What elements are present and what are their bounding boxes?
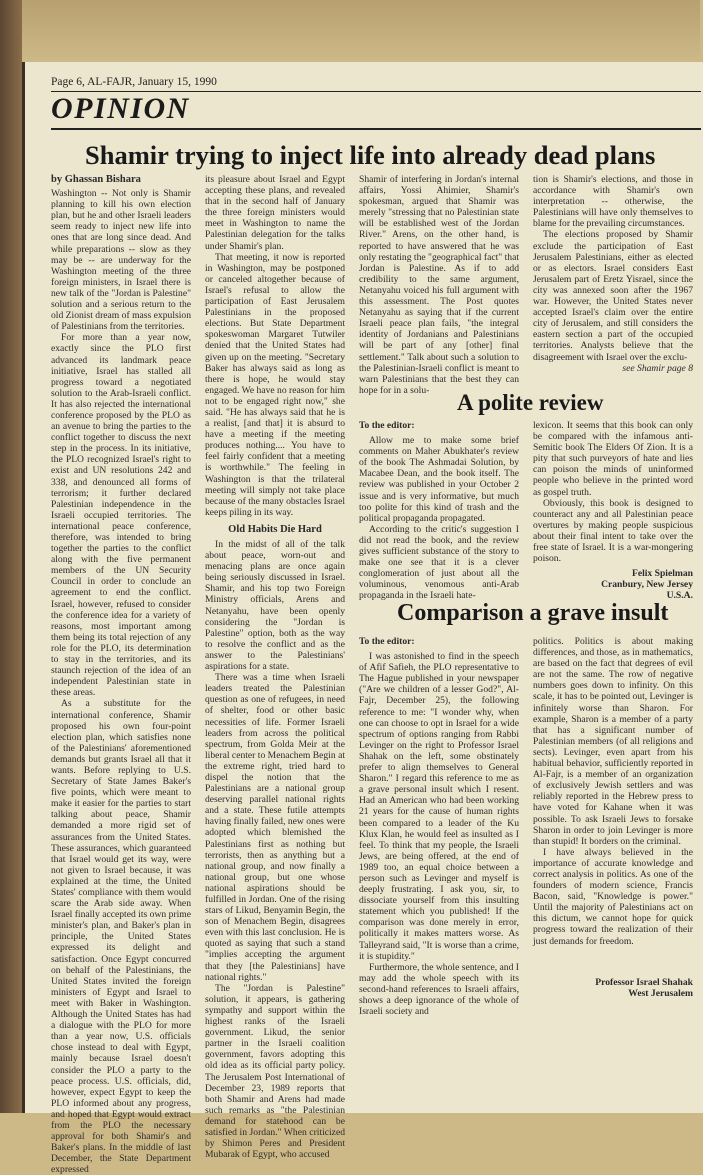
article-column-2 <box>205 174 345 1161</box>
signature-name: Professor Israel Shahak <box>595 976 693 988</box>
paragraph: The "Jordan is Palestine" solution, it appears, is gathering sympathy and support within the highest ranks of the Israeli government. Likud, the senior partner in the Israeli coalition government, favors adopting this old idea as its official party policy. The Jerusalem Post International of December 23, 1989 reports that both Shamir and Arens had made such remarks as "the Palestinian demand for statehood can be satisfied in Jordan." When criticized by Shimon Peres and President Mubarak of Egypt, who accused <box>205 982 345 1161</box>
paragraph: According to the critic's suggestion I did not read the book, and the review gives sufficient substance of the story to make one see that it is a clever conglomeration of just about all the voluminous, venomous anti-Arab propaganda in the Israeli hate- <box>359 523 519 602</box>
newspaper-page <box>22 62 703 1175</box>
signature-place: West Jerusalem <box>628 987 693 999</box>
subheading: Old Habits Die Hard <box>228 523 322 535</box>
insult-column-left <box>359 636 519 1106</box>
main-headline: Shamir trying to inject life into already dead plans <box>85 140 656 170</box>
top-margin <box>22 0 700 62</box>
paragraph: The elections proposed by Shamir exclude the participation of East Jerusalem Palestinians, either as elected or as electors. Israel considers East Jerusalem part of Eretz Yisrael, since the city was annexed soon after the 1967 war. However, the United States never accepted Israel's claim over the entire city of Jerusalem, and still considers the eastern section a part of the occupied territories. Analysts believe that the disagreement with Israel over the exclu- <box>533 229 693 363</box>
paragraph: There was a time when Israeli leaders treated the Palestinian question as one of refugees, in need of shelter, food or other basic necessities of life. Former Israeli leaders from across the political spectrum, from Golda Meir at the liberal center to Menachem Begin at the extreme right, tried hard to dispel the notion that the Palestinians are a national group deserving parallel national rights and a state. These futile attempts having finally failed, new ones were adopted which blemished the Palestinians first as nothing but terrorists, then as anything but a national group, and now finally a national group, but one whose national aspirations should be fulfilled in Jordan. One of the rising stars of Likud, Benyamin Begin, the son of Menachem Begin, disagrees even with this last conclusion. He is quoted as saying that such a stand "implies accepting the argument that they [the Palestinians] have national rights." <box>205 672 345 983</box>
paragraph: its pleasure about Israel and Egypt accepting these plans, and revealed that in the second half of January the three foreign ministers would meet in Washington to name the Palestinian delegation for the talks under Shamir's plan. <box>205 174 345 252</box>
page-header: Page 6, AL-FAJR, January 15, 1990 <box>51 76 217 88</box>
to-editor: To the editor: <box>359 420 415 431</box>
paragraph: I have always believed in the importance of accurate knowledge and correct analysis in politics. As one of the founders of modern science, Francis Bacon, said, "Knowledge is power." Until the majority of Palestinians act on this dictum, we cannot hope for quick progress toward the realization of their just demands for freedom. <box>533 846 693 947</box>
paragraph: Washington -- Not only is Shamir planning to kill his own election plan, but he and other Israeli leaders seem ready to inject new life into ones that are long since dead. And while preparations -- slow as they may be -- are underway for the Washington meeting of the three foreign ministers, in Israel there is new talk of the "Jordan is Palestine" solution and a serious return to the old Zionist dream of mass expulsion of Palestinians from the territories. <box>51 188 191 333</box>
byline: by Ghassan Bishara <box>51 174 141 185</box>
signature-name: Felix Spielman <box>631 568 693 580</box>
paragraph: As a substitute for the international conference, Shamir proposed his own four-point election plan, which satisfies none of the Palestinians' aforementioned demands but grants Israel all that it wants. Before replying to U.S. Secretary of State James Baker's five points, which were meant to make it easier for the parties to start talking about peace, Shamir demanded a more rigid set of assurances from the United States. These assurances, which guaranteed that Israel would get its way, were not given to Israel because, it was explained at the time, the United States' compliance with them would scare the Arab side away. When Israel finally accepted its own prime minister's plan, and Baker's plan in principle, the United States expressed its delight and satisfaction. Once Egypt concurred on behalf of the Palestinians, the United States invited the foreign ministers of Egypt and Israel to meet with Baker in Washington. Although the United States has had a dialogue with the PLO for more than a year now, U.S. officials chose instead to deal with Egypt, mainly because Israel doesn't consider the PLO a party to the peace process. U.S. officials, did, however, expect Egypt to keep the PLO informed about any progress, and hoped that Egypt would extract from the PLO the necessary approval for both Shamir's and Baker's plans. In the middle of last December, the State Department expressed <box>51 698 191 1175</box>
paragraph: Furthermore, the whole sentence, and I may add the whole speech with its second-hand references to Israeli affairs, shows a deep ignorance of the whole of Israeli society and <box>359 961 519 1018</box>
insult-headline: Comparison a grave insult <box>397 600 669 626</box>
paragraph: Obviously, this book is designed to counteract any and all Palestinian peace overtures by making people suspicious about their final intent to take over the free state of Israel. It is a war-mongering poison. <box>533 497 693 565</box>
signature-block <box>533 977 693 999</box>
signature-block <box>533 568 693 601</box>
section-rule <box>51 128 701 130</box>
review-column-left <box>359 420 519 600</box>
paragraph: lexicon. It seems that this book can only be compared with the infamous anti-Semitic book The Elders Of Zion. It is a pity that such purveyors of hate and lies can poison the minds of uninformed people who believe in the printed word as gospel truth. <box>533 420 693 498</box>
paragraph: Allow me to make some brief comments on Maher Abukhater's review of the book The Ashmadai Solution, by Macabee Dean, and the book itself. The review was published in your October 2 issue and is very informative, but much too polite for this kind of trash and the political propaganda propagated. <box>359 435 519 524</box>
signature-place: Cranbury, New Jersey <box>601 579 693 591</box>
paragraph: tion is Shamir's elections, and those in accordance with Shamir's own interpretation -- otherwise, the Palestinians will have only themselves to blame for the prevailing circumstances. <box>533 174 693 230</box>
signature-country: U.S.A. <box>666 590 693 602</box>
binder-spine <box>0 0 22 1113</box>
paragraph: politics. Politics is about making differences, and those, as in mathematics, are based on the fact that degrees of evil are not the same. The row of negative numbers goes down to infinity. On this scale, it has to be pointed out, Levinger is infinitely worse than Sharon. For example, Sharon is a member of a party that has a significant number of Palestinian members (of all religions and sects). Levinger, even apart from his habitual behavior, sufficiently reported in Al-Fajr, is a member of an organization of exclusively Jewish settlers and was reliably reported in the Hebrew press to have voted for Kahane when it was possible. To ask Israeli Jews to forsake Sharon in order to join Levinger is more than stupid! It borders on the criminal. <box>533 636 693 847</box>
paragraph: In the midst of all of the talk about peace, worn-out and menacing plans are once again being seriously discussed in Israel. Shamir, and his top two Foreign Ministry officials, Arens and Netanyahu, have been openly considering the "Jordan is Palestine" option, both as the way to resolve the conflict and as the answer to the Palestinians' aspirations for a state. <box>205 539 345 673</box>
paragraph: That meeting, it now is reported in Washington, may be postponed or canceled altogether because of Israel's refusal to allow the participation of East Jerusalem Palestinians in the proposed elections. But State Department spokeswoman Margaret Tutwiler denied that the United States had given up on the meeting. "Secretary Baker has always said as long as there is hope, he would stay engaged. We have no reason for him not to be engaged right now," she said. "He has always said that he is a realist, [and that] it is absurd to have a meeting if the meeting produces nothing.... You have to feel fairly confident that a meeting is worthwhile." The feeling in Washington is that the trilateral meeting will simply not take place because of the many obstacles Israel keeps piling in its way. <box>205 251 345 518</box>
section-title: OPINION <box>51 92 190 125</box>
insult-column-right <box>533 636 693 1106</box>
review-column-right <box>533 420 693 605</box>
paragraph: I was astonished to find in the speech of Afif Safieh, the PLO representative to The Hague published in your newspaper ("Are we children of a lesser God?", Al-Fajr, December 25), the following reference to me: "I wonder why, when one can choose to opt in Israel for a wide spectrum of options ranging from Rabbi Levinger on the right to Professor Israel Shahak on the left, some obstinately prefer to align themselves to General Sharon." I regard this reference to me as a grave personal insult which I resent. Had an American who had been working 21 years for the cause of human rights been compared to a leader of the Ku Klux Klan, he would feel as insulted as I feel. To think that my people, the Israeli Jews, are being offered, at the end of 1989 too, an equal choice between a person such as Levinger and myself is deeply frustrating. I ask you, sir, to dissociate yourself from this insulting statement which you published! If the comparison was done merely in error, politically it makes matters worse. As Talleyrand said, "It is worse than a crime, it is stupidity." <box>359 651 519 962</box>
paragraph: Shamir of interfering in Jordan's internal affairs, Yossi Ahimier, Shamir's spokesman, argued that Shamir was merely "stressing that no Palestinian state will be established west of the Jordan River." Arens, on the other hand, is reported to have answered that he was only restating the "geographical fact" that Jordan is Palestine. As if to add credibility to the same argument, Netanyahu voiced his full argument with this assessment. The Post quotes Netanyahu as saying that if the current Israeli peace plan fails, "the integral identity of Jordanians and Palestinians will be part of any [other] final settlement." Talk about such a solution to the Palestinian-Israeli conflict is meant to warn Palestinians that the best they can hope for in a solu- <box>359 174 519 396</box>
to-editor: To the editor: <box>359 636 415 647</box>
review-headline: A polite review <box>457 390 604 415</box>
continuation-note: see Shamir page 8 <box>622 362 693 374</box>
article-column-1 <box>51 174 191 1175</box>
paragraph: For more than a year now, exactly since the PLO first advanced its landmark peace initiative, Israel has stalled all progress toward a negotiated solution to the Arab-Israeli conflict. It has also rejected the international conference proposed by the PLO as an avenue to bring the parties to the conflict together to discuss the next step in the process. In its initiative, the PLO recognized Israel's right to exist and UN resolutions 242 and 338, and denounced all forms of terrorism; it further declared Palestinian independence in the Israeli occupied territories. The international peace conference, therefore, was intended to bring together the parties to the conflict along with the five permanent members of the UN Security Council in order to conclude an agreement to end the conflict. Israel, however, refused to consider the conference idea for a variety of reasons, most important among them being its total rejection of any role for the PLO, its determination to stay in the territories, and its staunch rejection of the idea of an independent Palestinian state in these areas. <box>51 332 191 699</box>
